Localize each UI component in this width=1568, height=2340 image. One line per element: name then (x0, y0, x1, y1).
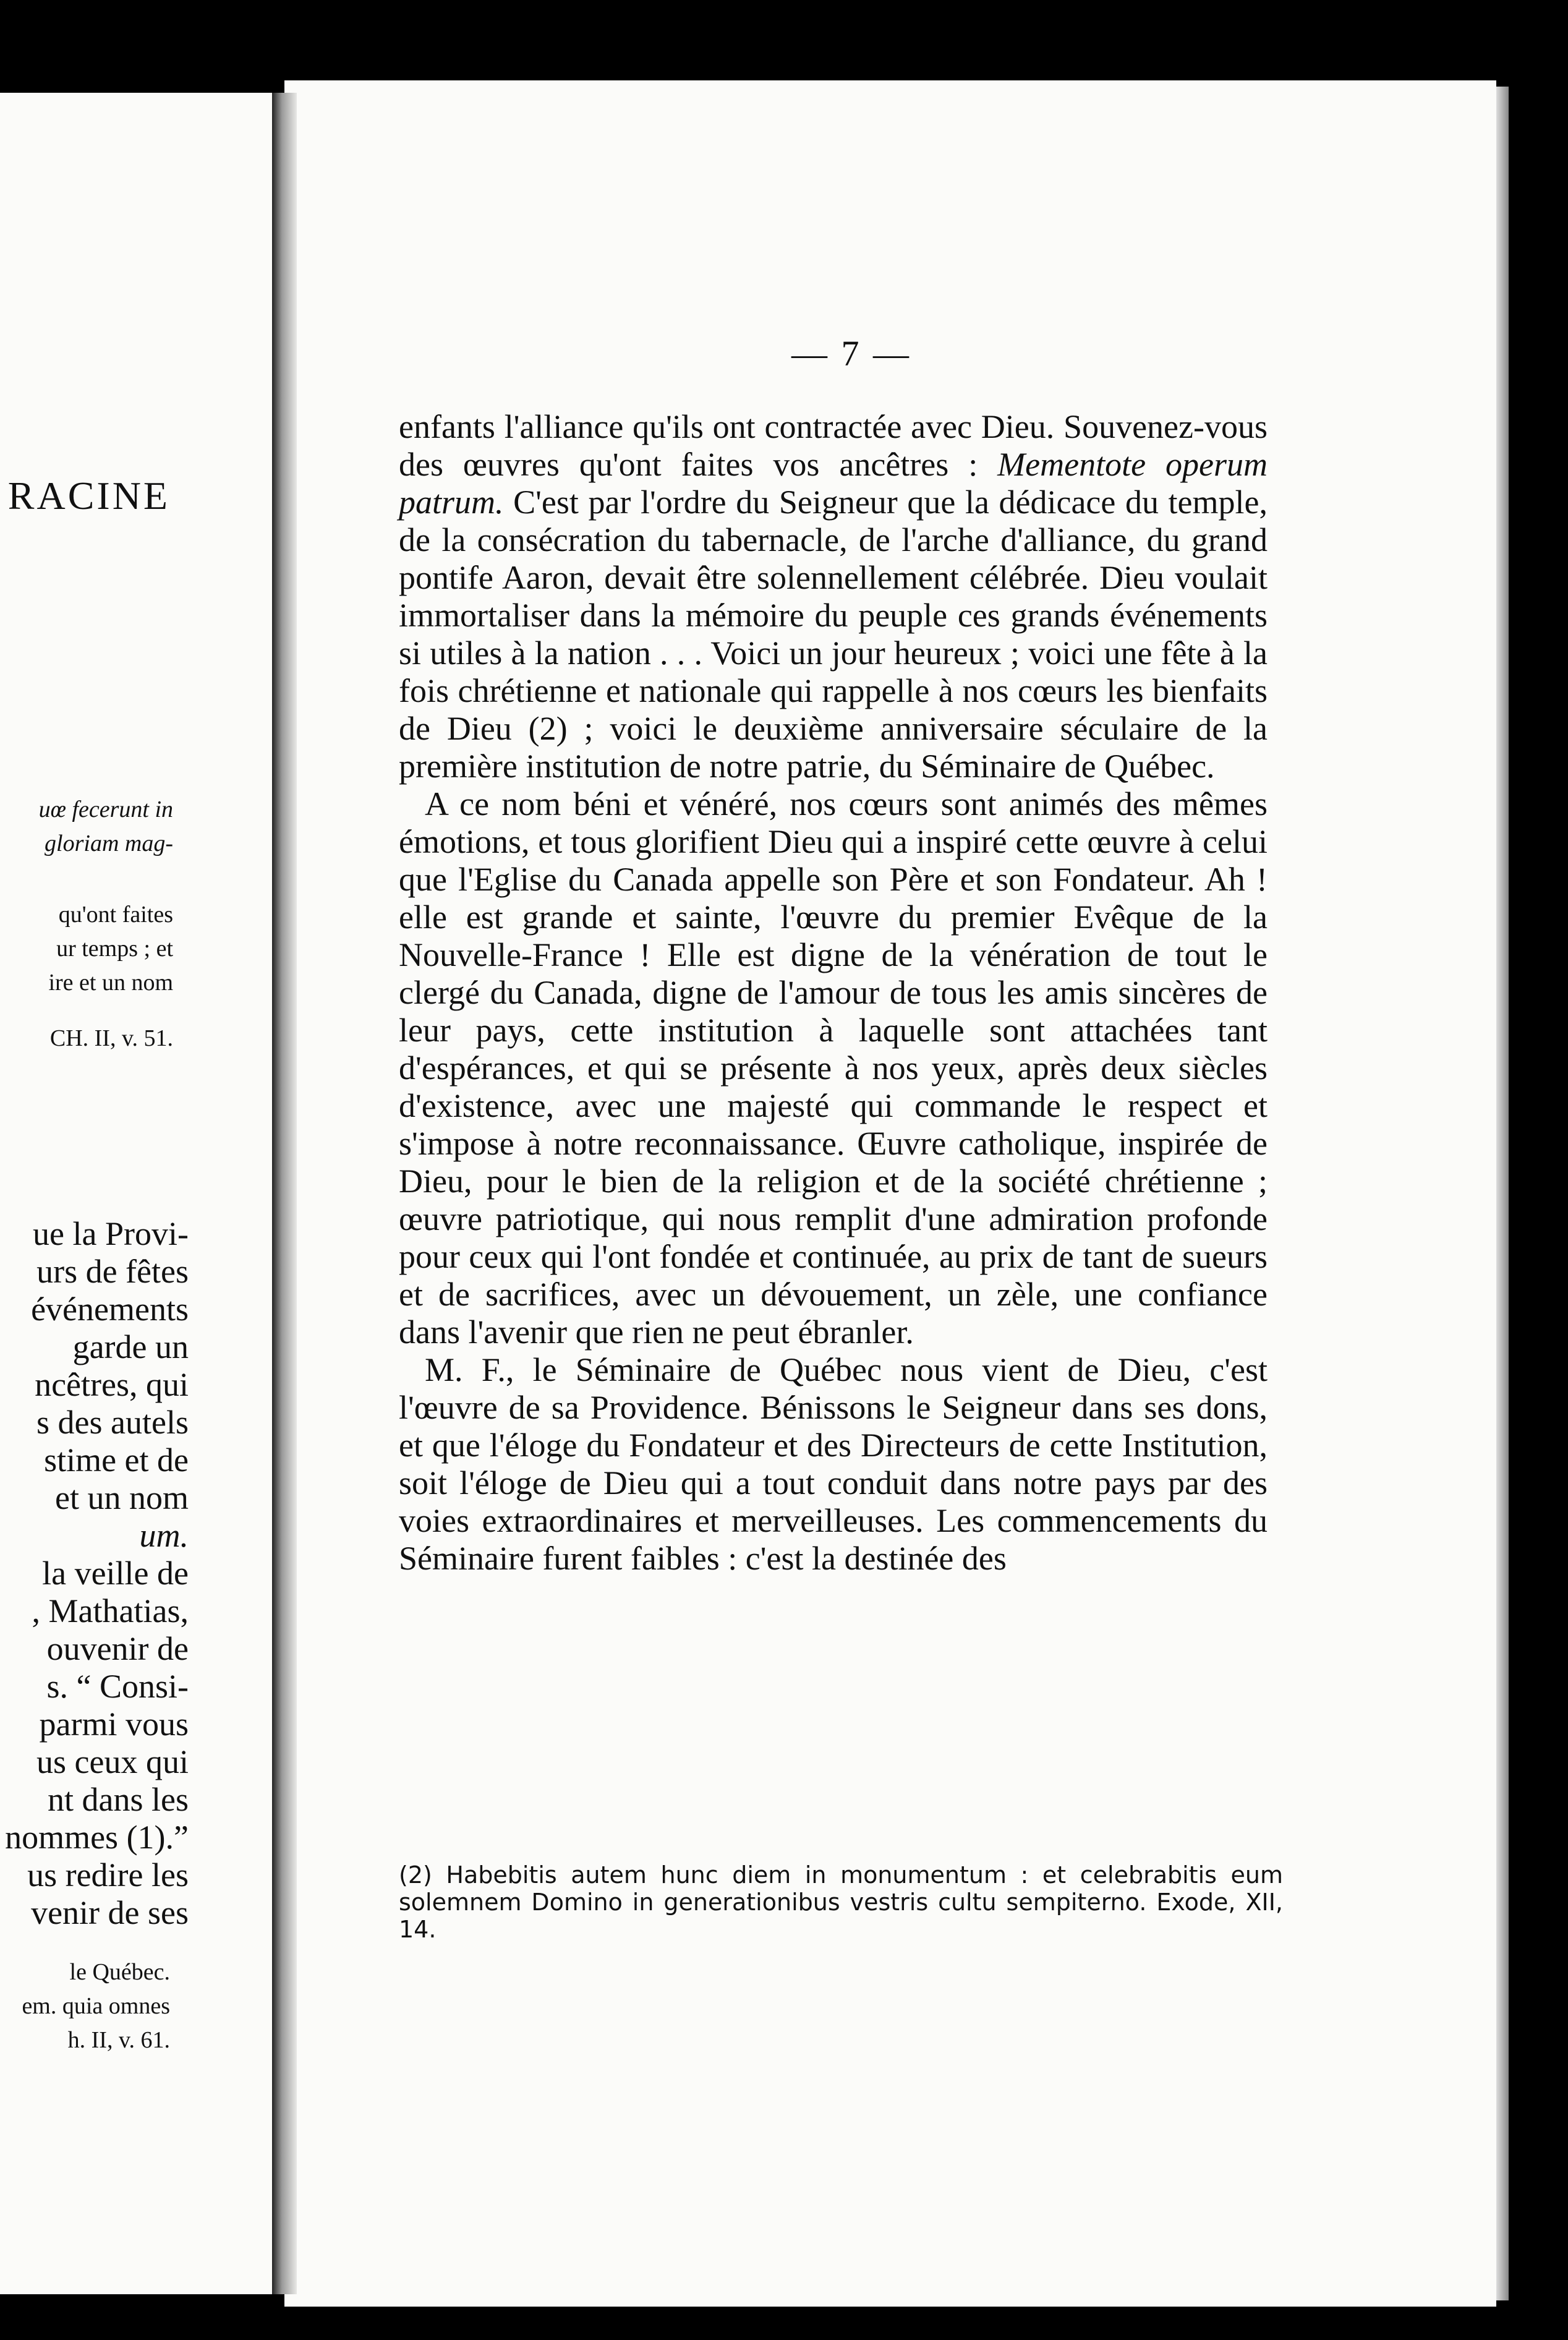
left-body-line: garde un (72, 1328, 189, 1365)
left-quote-line: gloriam mag- (45, 831, 173, 856)
left-body-line: us redire les (27, 1856, 189, 1894)
paragraph: A ce nom béni et vénéré, nos cœurs sont animés des mêmes émotions, et tous glorifient Dieu qui a inspiré cette œuvre à celui que l'Eglise du Canada appelle son Père et son Fondateur. Ah ! elle est grande et sainte, l'œuvre du premier Evêque de la Nouvelle-France ! Elle est digne de la vénération de tout le clergé du Canada, digne de l'amour de tous les amis sincères de leur pays, cette institution à laquelle sont attachées tant d'espérances, et qui se présente à nos yeux, après deux siècles d'existence, avec une majesté qui commande le respect et s'impose à notre reconnaissance. Œuvre catholique, inspirée de Dieu, pour le bien de la religion et de la société chrétienne ; œuvre patriotique, qui nous remplit d'une admiration profonde pour ceux qui l'ont fondée et continuée, au prix de tant de sueurs et de sacrifices, avec un dévouement, un zèle, une confiance dans l'avenir que rien ne peut ébranler. (399, 785, 1268, 1351)
left-quote-line: uœ fecerunt in (38, 796, 173, 822)
left-body-line: um. (139, 1517, 189, 1554)
left-footnote-line: h. II, v. 61. (67, 2027, 170, 2053)
left-body-line: us ceux qui (36, 1743, 189, 1780)
left-body-line: venir de ses (31, 1894, 189, 1931)
left-body-line: s. “ Consi- (46, 1668, 189, 1705)
left-body-line: événements (31, 1291, 189, 1328)
left-body-line: nt dans les (48, 1781, 189, 1818)
left-body-line: ncêtres, qui (35, 1366, 189, 1403)
left-body-line: parmi vous (39, 1706, 189, 1743)
left-quote-line: ire et un nom (48, 970, 173, 996)
left-quote-reference: CH. II, v. 51. (49, 1025, 173, 1051)
left-footnote-line: le Québec. (69, 1959, 170, 1985)
page-number: — 7 — (791, 333, 911, 374)
left-heading-fragment: RACINE (7, 474, 170, 518)
left-body-line: la veille de (42, 1555, 189, 1592)
scan-mark (412, 0, 414, 30)
left-body-line: s des autels (36, 1404, 189, 1441)
page-edge (1496, 87, 1509, 2300)
left-quote-line: qu'ont faites (58, 902, 173, 928)
left-body-line: urs de fêtes (36, 1253, 189, 1290)
left-body-line: stime et de (44, 1441, 189, 1479)
main-text (399, 408, 1268, 1578)
left-body-line: et un nom (55, 1479, 189, 1516)
book-binding (272, 93, 297, 2294)
left-quote-line: ur temps ; et (56, 936, 173, 962)
left-body-line: nommes (1).” (5, 1819, 189, 1856)
latin-quote: Mementote operum patrum. (399, 446, 1268, 521)
left-body-line: ouvenir de (46, 1630, 189, 1667)
left-page (0, 93, 272, 2294)
left-footnote-line: em. quia omnes (22, 1993, 170, 2019)
left-body-line: , Mathatias, (32, 1592, 189, 1629)
paragraph: enfants l'alliance qu'ils ont contractée avec Dieu. Souvenez-vous des œuvres qu'ont faites vos ancêtres : Mementote operum patrum. C'est par l'ordre du Seigneur que la dédicace du temple, de la consécration du tabernacle, de l'arche d'alliance, du grand pontife Aaron, devait être solennellement célébrée. Dieu voulait immortaliser dans la mémoire du peuple ces grands événements si utiles à la nation . . . Voici un jour heureux ; voici une fête à la fois chrétienne et nationale qui rappelle à nos cœurs les bienfaits de Dieu (2) ; voici le deuxième anniversaire séculaire de la première institution de notre patrie, du Séminaire de Québec. (399, 408, 1268, 785)
left-body-line: ue la Provi- (33, 1215, 189, 1252)
footnote: (2) Habebitis autem hunc diem in monumentum : et celebrabitis eum solemnem Domino in generationibus vestris cultu sempiterno. Exode, XII, 14. (399, 1861, 1283, 1943)
paragraph: M. F., le Séminaire de Québec nous vient de Dieu, c'est l'œuvre de sa Providence. Bénissons le Seigneur dans ses dons, et que l'éloge du Fondateur et des Directeurs de cette Institution, soit l'éloge de Dieu qui a tout conduit dans notre pays par des voies extraordinaires et merveilleuses. Les commencements du Séminaire furent faibles : c'est la destinée des (399, 1351, 1268, 1577)
